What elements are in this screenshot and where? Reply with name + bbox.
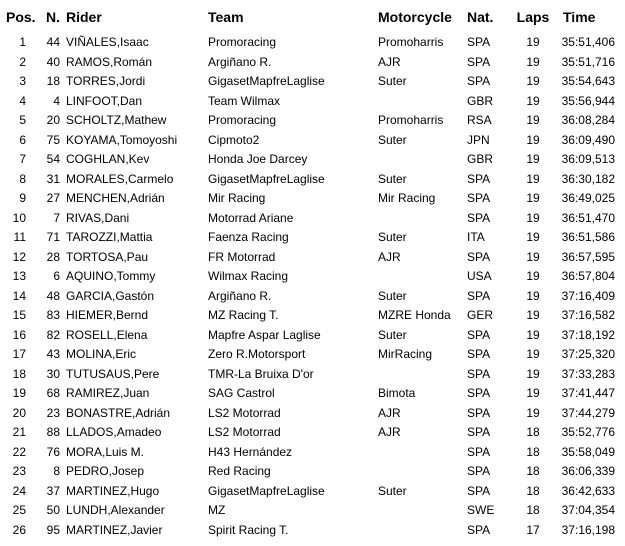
cell-number: 71: [46, 230, 60, 244]
cell-pos: 11: [13, 230, 26, 244]
cell-time: 37:16,198: [561, 522, 615, 537]
cell-rider: ROSELL,Elena: [66, 327, 148, 342]
cell-team: Honda Joe Darcey: [208, 152, 308, 166]
cell-motorcycle: [376, 365, 465, 385]
cell-motorcycle: [376, 92, 465, 112]
cell-number: 8: [53, 464, 60, 478]
cell-laps: 19: [526, 132, 540, 147]
cell-nationality: RSA: [467, 113, 492, 127]
cell-laps: 19: [526, 230, 540, 244]
cell-pos: 16: [12, 327, 26, 342]
table-row: [0, 53, 625, 73]
cell-nationality: SPA: [467, 74, 491, 88]
cell-time: 37:44,279: [561, 405, 615, 420]
cell-motorcycle: [376, 209, 465, 229]
cell-motorcycle: [376, 462, 465, 482]
table-row: [0, 326, 625, 346]
table-row: [0, 131, 625, 151]
cell-rider: MORALES,Carmelo: [66, 171, 174, 186]
cell-motorcycle: AJR: [378, 249, 401, 264]
cell-time: 37:41,447: [561, 386, 615, 400]
cell-number: 18: [46, 74, 60, 88]
cell-laps: 19: [526, 366, 540, 381]
cell-laps: 19: [526, 210, 540, 225]
cell-pos: 9: [19, 191, 26, 205]
cell-nationality: GBR: [467, 93, 494, 108]
cell-motorcycle: Suter: [378, 327, 407, 342]
cell-number: 44: [46, 35, 60, 49]
cell-team: Mir Racing: [208, 191, 266, 205]
cell-rider: MARTINEZ,Javier: [66, 522, 163, 537]
table-row: [0, 287, 625, 307]
cell-laps: 19: [526, 327, 540, 342]
cell-motorcycle: Promoharris: [378, 35, 444, 49]
cell-time: 36:09,513: [561, 152, 615, 166]
cell-nationality: ITA: [467, 230, 485, 244]
cell-pos: 26: [12, 522, 26, 537]
cell-pos: 22: [12, 444, 26, 459]
table-row: [0, 170, 625, 190]
cell-rider: HIEMER,Bernd: [66, 308, 149, 322]
cell-team: FR Motorrad: [208, 249, 276, 264]
cell-rider: TUTUSAUS,Pere: [66, 366, 160, 381]
cell-motorcycle: [376, 521, 465, 541]
cell-nationality: SPA: [467, 249, 491, 264]
cell-laps: 19: [526, 347, 540, 361]
cell-motorcycle: Bimota: [378, 386, 416, 400]
cell-nationality: SPA: [467, 425, 491, 439]
cell-laps: 19: [526, 308, 540, 322]
cell-team: SAG Castrol: [208, 386, 275, 400]
header-nationality: Nat.: [467, 8, 494, 25]
cell-rider: RAMIREZ,Juan: [66, 386, 150, 400]
cell-nationality: GBR: [467, 152, 494, 166]
cell-number: 76: [46, 444, 60, 459]
cell-time: 37:33,283: [561, 366, 615, 381]
cell-pos: 10: [12, 210, 26, 225]
cell-motorcycle: Suter: [378, 288, 407, 303]
cell-team: Mapfre Aspar Laglise: [208, 327, 321, 342]
cell-rider: RIVAS,Dani: [66, 210, 130, 225]
cell-number: 28: [46, 249, 60, 264]
cell-laps: 19: [526, 405, 540, 420]
cell-rider: KOYAMA,Tomoyoshi: [66, 132, 178, 147]
cell-time: 36:42,633: [561, 483, 615, 498]
cell-number: 7: [53, 210, 60, 225]
cell-team: Argiñano R.: [208, 288, 272, 303]
cell-time: 37:04,354: [561, 503, 615, 517]
cell-nationality: SPA: [467, 210, 491, 225]
cell-team: MZ Racing T.: [208, 308, 279, 322]
table-row: [0, 443, 625, 463]
table-header-row: [0, 0, 625, 33]
table-row: [0, 423, 625, 443]
cell-time: 37:16,409: [561, 288, 615, 303]
cell-rider: MORA,Luis M.: [66, 444, 145, 459]
cell-motorcycle: [376, 150, 465, 170]
cell-team: Promoracing: [208, 35, 277, 49]
cell-number: 6: [53, 269, 60, 283]
table-row: [0, 404, 625, 424]
cell-time: 37:18,192: [561, 327, 615, 342]
cell-number: 31: [46, 171, 60, 186]
cell-laps: 19: [526, 152, 540, 166]
cell-team: MZ: [208, 503, 226, 517]
cell-motorcycle: [376, 443, 465, 463]
table-row: [0, 521, 625, 541]
cell-team: GigasetMapfreLaglise: [208, 74, 325, 88]
cell-pos: 12: [12, 249, 26, 264]
cell-time: 37:25,320: [561, 347, 615, 361]
cell-motorcycle: Promoharris: [378, 113, 444, 127]
cell-number: 43: [46, 347, 60, 361]
table-row: [0, 111, 625, 131]
table-row: [0, 209, 625, 229]
cell-motorcycle: [376, 501, 465, 521]
cell-nationality: SPA: [467, 191, 491, 205]
cell-laps: 19: [526, 93, 540, 108]
cell-time: 36:30,182: [561, 171, 615, 186]
cell-motorcycle: Suter: [378, 171, 407, 186]
table-row: [0, 306, 625, 326]
cell-team: GigasetMapfreLaglise: [208, 171, 325, 186]
cell-nationality: SWE: [467, 503, 495, 517]
cell-number: 54: [46, 152, 60, 166]
cell-rider: AQUINO,Tommy: [66, 269, 156, 283]
cell-pos: 20: [12, 405, 26, 420]
cell-number: 40: [46, 54, 60, 69]
cell-time: 36:51,586: [561, 230, 615, 244]
cell-time: 36:09,490: [561, 132, 615, 147]
cell-pos: 17: [12, 347, 26, 361]
cell-time: 36:06,339: [561, 464, 615, 478]
cell-rider: MENCHEN,Adrián: [66, 191, 165, 205]
cell-pos: 14: [12, 288, 26, 303]
cell-motorcycle: Mir Racing: [378, 191, 436, 205]
header-number: N.: [46, 8, 60, 25]
cell-motorcycle: [376, 267, 465, 287]
cell-laps: 19: [526, 35, 540, 49]
table-row: [0, 482, 625, 502]
cell-pos: 5: [19, 113, 26, 127]
cell-nationality: SPA: [467, 171, 491, 186]
cell-pos: 15: [12, 308, 26, 322]
cell-time: 36:08,284: [561, 113, 615, 127]
cell-rider: TORRES,Jordi: [66, 74, 146, 88]
cell-pos: 8: [19, 171, 26, 186]
table-row: [0, 33, 625, 53]
cell-team: Faenza Racing: [208, 230, 289, 244]
table-row: [0, 189, 625, 209]
cell-motorcycle: Suter: [378, 230, 407, 244]
cell-number: 82: [46, 327, 60, 342]
table-row: [0, 150, 625, 170]
cell-laps: 19: [526, 288, 540, 303]
cell-motorcycle: AJR: [378, 54, 401, 69]
table-row: [0, 345, 625, 365]
cell-time: 36:57,595: [561, 249, 615, 264]
cell-number: 83: [46, 308, 60, 322]
table-row: [0, 72, 625, 92]
cell-nationality: SPA: [467, 522, 491, 537]
cell-time: 35:56,944: [561, 93, 615, 108]
cell-time: 35:51,406: [561, 35, 615, 49]
cell-nationality: SPA: [467, 54, 491, 69]
cell-motorcycle: MZRE Honda: [378, 308, 451, 322]
cell-nationality: SPA: [467, 288, 491, 303]
cell-pos: 3: [19, 74, 26, 88]
cell-number: 75: [46, 132, 60, 147]
cell-number: 68: [46, 386, 60, 400]
cell-pos: 18: [12, 366, 26, 381]
cell-motorcycle: AJR: [378, 405, 401, 420]
cell-team: Spirit Racing T.: [208, 522, 289, 537]
cell-rider: TORTOSA,Pau: [66, 249, 149, 264]
cell-laps: 19: [526, 191, 540, 205]
cell-nationality: SPA: [467, 386, 491, 400]
cell-rider: MARTINEZ,Hugo: [66, 483, 160, 498]
cell-team: Red Racing: [208, 464, 271, 478]
table-row: [0, 92, 625, 112]
cell-laps: 19: [526, 74, 540, 88]
cell-laps: 19: [526, 54, 540, 69]
header-pos: Pos.: [6, 8, 36, 25]
cell-number: 50: [46, 503, 60, 517]
table-row: [0, 228, 625, 248]
cell-pos: 19: [12, 386, 26, 400]
cell-team: Promoracing: [208, 113, 277, 127]
cell-rider: LLADOS,Amadeo: [66, 425, 162, 439]
cell-pos: 6: [19, 132, 26, 147]
cell-motorcycle: MirRacing: [378, 347, 433, 361]
cell-number: 27: [46, 191, 60, 205]
cell-nationality: USA: [467, 269, 492, 283]
header-team: Team: [208, 8, 244, 25]
cell-nationality: GER: [467, 308, 494, 322]
cell-laps: 18: [526, 483, 540, 498]
cell-team: LS2 Motorrad: [208, 405, 281, 420]
cell-laps: 19: [526, 386, 540, 400]
cell-motorcycle: AJR: [378, 425, 401, 439]
table-row: [0, 365, 625, 385]
cell-nationality: SPA: [467, 464, 491, 478]
cell-team: LS2 Motorrad: [208, 425, 281, 439]
header-laps: Laps: [516, 8, 550, 25]
cell-rider: VIÑALES,Isaac: [66, 35, 149, 49]
cell-pos: 4: [19, 93, 26, 108]
cell-team: H43 Hernández: [208, 444, 293, 459]
cell-time: 36:49,025: [561, 191, 615, 205]
table-row: [0, 384, 625, 404]
cell-pos: 21: [12, 425, 26, 439]
cell-rider: PEDRO,Josep: [66, 464, 145, 478]
cell-time: 35:58,049: [561, 444, 615, 459]
cell-number: 37: [46, 483, 60, 498]
cell-number: 95: [46, 522, 60, 537]
table-row: [0, 462, 625, 482]
cell-pos: 1: [19, 35, 26, 49]
cell-number: 20: [46, 113, 60, 127]
cell-pos: 2: [19, 54, 26, 69]
cell-time: 35:54,643: [561, 74, 615, 88]
cell-team: GigasetMapfreLaglise: [208, 483, 325, 498]
cell-rider: RAMOS,Román: [66, 54, 153, 69]
cell-nationality: SPA: [467, 444, 491, 459]
cell-nationality: SPA: [467, 347, 491, 361]
cell-team: Zero R.Motorsport: [208, 347, 306, 361]
cell-pos: 7: [19, 152, 26, 166]
cell-number: 30: [46, 366, 60, 381]
cell-time: 35:52,776: [561, 425, 615, 439]
cell-number: 88: [46, 425, 60, 439]
cell-rider: BONASTRE,Adrián: [66, 405, 171, 420]
cell-rider: LINFOOT,Dan: [66, 93, 143, 108]
cell-laps: 18: [526, 503, 540, 517]
table-row: [0, 501, 625, 521]
cell-team: Wilmax Racing: [208, 269, 289, 283]
cell-motorcycle: Suter: [378, 74, 407, 88]
cell-nationality: SPA: [467, 483, 491, 498]
cell-pos: 13: [12, 269, 26, 283]
cell-nationality: SPA: [467, 405, 491, 420]
cell-laps: 18: [526, 464, 540, 478]
header-time: Time: [563, 8, 596, 25]
table-row: [0, 267, 625, 287]
header-motorcycle: Motorcycle: [378, 8, 452, 25]
cell-rider: GARCIA,Gastón: [66, 288, 155, 303]
cell-motorcycle: Suter: [378, 132, 407, 147]
cell-number: 48: [46, 288, 60, 303]
cell-nationality: JPN: [467, 132, 490, 147]
cell-motorcycle: Suter: [378, 483, 407, 498]
cell-time: 35:51,716: [561, 54, 615, 69]
results-body: [0, 33, 625, 540]
cell-time: 36:57,804: [561, 269, 615, 283]
cell-time: 37:16,582: [561, 308, 615, 322]
cell-team: Team Wilmax: [208, 93, 281, 108]
cell-rider: MOLINA,Eric: [66, 347, 137, 361]
cell-nationality: SPA: [467, 35, 491, 49]
cell-rider: TAROZZI,Mattia: [66, 230, 153, 244]
cell-laps: 18: [526, 444, 540, 459]
table-row: [0, 248, 625, 268]
cell-laps: 19: [526, 113, 540, 127]
cell-time: 36:51,470: [561, 210, 615, 225]
cell-pos: 25: [12, 503, 26, 517]
cell-number: 23: [46, 405, 60, 420]
cell-team: Argiñano R.: [208, 54, 272, 69]
cell-team: Motorrad Ariane: [208, 210, 294, 225]
cell-team: Cipmoto2: [208, 132, 260, 147]
header-rider: Rider: [66, 8, 102, 25]
cell-number: 4: [53, 93, 60, 108]
cell-pos: 23: [12, 464, 26, 478]
cell-nationality: SPA: [467, 327, 491, 342]
cell-team: TMR-La Bruixa D'or: [208, 366, 314, 381]
cell-laps: 17: [526, 522, 540, 537]
cell-rider: COGHLAN,Kev: [66, 152, 150, 166]
cell-nationality: SPA: [467, 366, 491, 381]
cell-rider: LUNDH,Alexander: [66, 503, 165, 517]
cell-rider: SCHOLTZ,Mathew: [66, 113, 167, 127]
cell-pos: 24: [12, 483, 26, 498]
cell-laps: 18: [526, 425, 540, 439]
cell-laps: 19: [526, 269, 540, 283]
cell-laps: 19: [526, 171, 540, 186]
cell-laps: 19: [526, 249, 540, 264]
